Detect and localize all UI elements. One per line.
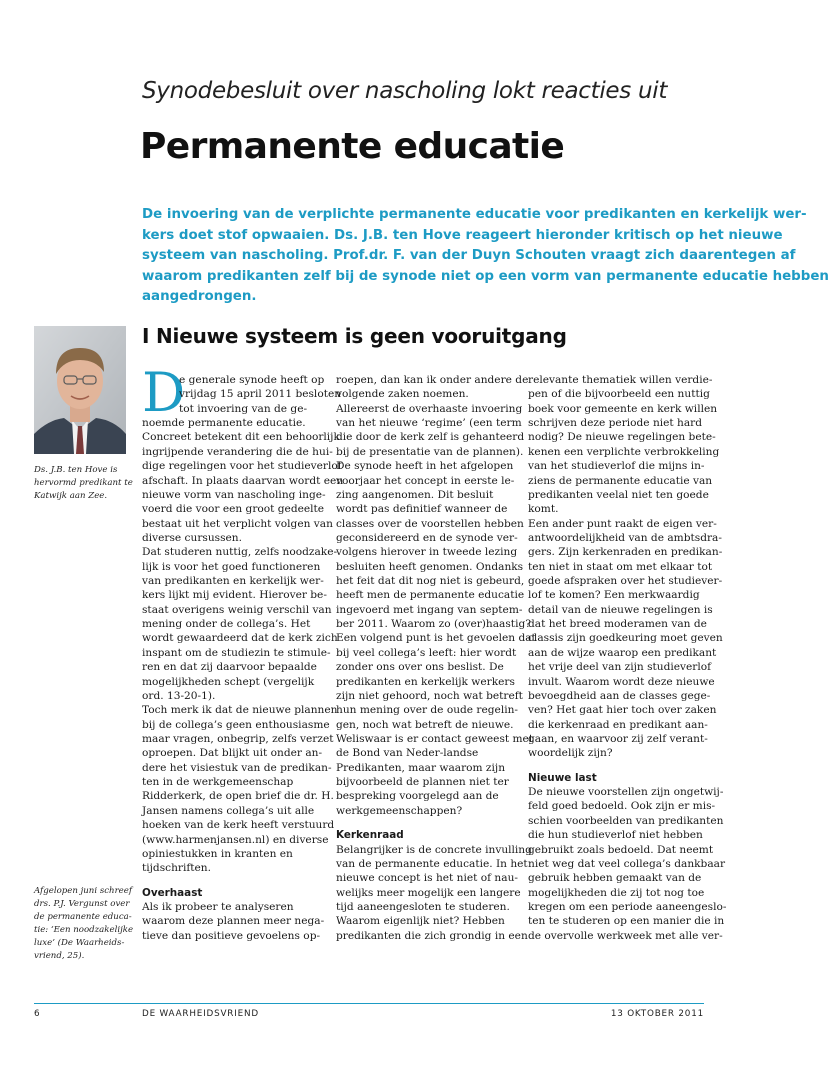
text-line: wordt pas definitief wanneer de <box>336 503 508 516</box>
text-line: dat het breed moderamen van de <box>528 618 707 631</box>
text-line: noemde permanente educatie. <box>142 417 306 430</box>
text-line: van het studieverlof die mijns in- <box>528 460 705 473</box>
text-line: Predikanten, maar waarom zijn <box>336 761 506 774</box>
text-line: aan de wijze waarop een predikant <box>528 646 717 659</box>
text-line: niet weg dat veel collega’s dankbaar <box>528 857 726 870</box>
intro-paragraph <box>142 205 829 308</box>
text-line: zonder ons over ons beslist. De <box>336 661 504 674</box>
text-line: goede afspraken over het studiever- <box>528 575 723 588</box>
text-line: voerd die voor een groot gedeelte <box>142 503 325 516</box>
text-line: tie: ‘Een noodzakelijke <box>34 925 134 935</box>
text-line: Een volgend punt is het gevoelen dat <box>336 632 536 645</box>
text-line: systeem van nascholing. Prof.dr. F. van der Duyn Schouten vraagt zich daarentegen af <box>142 248 796 263</box>
text-line: vriend, 25). <box>34 951 85 961</box>
text-line: Katwijk aan Zee. <box>34 491 108 501</box>
drop-cap: D <box>142 361 186 424</box>
text-line: ingevoerd met ingang van septem- <box>336 603 523 616</box>
article-column-2 <box>336 373 536 943</box>
text-line: de permanente educa- <box>34 912 132 922</box>
text-line: afschaft. In plaats daarvan wordt een <box>142 474 344 487</box>
text-line: De nieuwe voorstellen zijn ongetwij- <box>528 786 724 799</box>
subheading: Overhaast <box>142 886 203 899</box>
page-number: 6 <box>34 1009 41 1019</box>
text-line: feld goed bedoeld. Ook zijn er mis- <box>528 800 716 813</box>
text-line: ven? Het gaat hier toch over zaken <box>528 704 717 717</box>
text-line: nodig? De nieuwe regelingen bete- <box>528 431 716 444</box>
text-line: bestaat uit het verplicht volgen van <box>142 517 333 530</box>
text-line: staat overigens weinig verschil van <box>142 603 332 616</box>
text-line: dige regelingen voor het studieverlof <box>142 460 342 473</box>
text-line: tijd aaneengesloten te studeren. <box>336 900 510 913</box>
text-line: bijvoorbeeld de plannen niet ter <box>336 776 509 789</box>
text-line: roepen, dan kan ik onder andere de <box>336 374 529 386</box>
text-line: diverse cursussen. <box>142 531 242 544</box>
text-line: oproepen. Dat blijkt uit onder an- <box>142 747 323 760</box>
text-line: mogelijkheden schept (vergelijk <box>142 675 315 688</box>
side-note <box>34 885 134 963</box>
text-line: hervormd predikant te <box>34 478 133 488</box>
text-line: het vrije deel van zijn studieverlof <box>528 661 712 674</box>
text-line: ingrijpende verandering die de hui- <box>142 445 333 458</box>
text-line: heeft men de permanente educatie <box>336 589 525 602</box>
text-line: geconsidereerd en de synode ver- <box>336 531 518 544</box>
text-line: ten in de werkgemeenschap <box>142 776 294 789</box>
text-line: het feit dat dit nog niet is gebeurd, <box>336 575 525 588</box>
text-line: invult. Waarom wordt deze nieuwe <box>528 675 715 688</box>
text-line: (www.harmenjansen.nl) en diverse <box>142 833 329 846</box>
paragraph-gap <box>336 818 518 828</box>
section-title: I Nieuwe systeem is geen vooruitgang <box>142 324 567 348</box>
text-line: ten niet in staat om met elkaar tot <box>528 560 713 573</box>
text-line: Weliswaar is er contact geweest met <box>336 732 534 745</box>
paragraph-gap <box>528 761 710 771</box>
text-line: gers. Zijn kerkenraden en predikan- <box>528 546 723 559</box>
text-line: relevante thematiek willen verdie- <box>528 374 713 386</box>
text-line: kenen een verplichte verbrokkeling <box>528 445 720 458</box>
text-line: Als ik probeer te analyseren <box>142 900 294 913</box>
text-line: die kerkenraad en predikant aan- <box>528 718 708 731</box>
text-line: ber 2011. Waarom zo (over)haastig? <box>336 618 531 631</box>
text-line: schien voorbeelden van predikanten <box>528 814 724 827</box>
text-line: welijks meer mogelijk een langere <box>336 886 521 899</box>
text-line: nieuwe concept is het niet of nau- <box>336 872 518 885</box>
text-line: de overvolle werkweek met alle ver- <box>528 929 723 942</box>
text-line: bij veel collega’s leeft: hier wordt <box>336 646 517 659</box>
text-line: volgende zaken noemen. <box>336 388 469 401</box>
text-line: detail van de nieuwe regelingen is <box>528 603 713 616</box>
text-line: die door de kerk zelf is gehanteerd <box>336 431 525 444</box>
issue-date: 13 OKTOBER 2011 <box>610 1009 704 1019</box>
text-line: predikanten en kerkelijk werkers <box>336 675 515 688</box>
text-line: schrijven deze periode niet hard <box>528 417 703 430</box>
text-line: bij de presentatie van de plannen). <box>336 445 524 458</box>
text-line: mogelijkheden die zij tot nog toe <box>528 886 705 899</box>
text-line: nieuwe vorm van nascholing inge- <box>142 488 326 501</box>
text-line: waarom deze plannen meer nega- <box>142 915 325 928</box>
text-line: kers doet stof opwaaien. Ds. J.B. ten Hove reageert hieronder kritisch op het nieuwe <box>142 227 783 243</box>
text-line: Ridderkerk, de open brief die dr. H. <box>142 790 334 803</box>
text-line: bespreking voorgelegd aan de <box>336 790 499 803</box>
portrait-photo <box>34 326 126 454</box>
text-line: Allereerst de overhaaste invoering <box>336 402 523 415</box>
text-line: classes over de voorstellen hebben <box>336 517 524 530</box>
text-line: kers lijkt mij evident. Hierover be- <box>142 589 327 602</box>
article-title: Permanente educatie <box>140 126 565 167</box>
text-line: voorjaar het concept in eerste le- <box>336 474 515 487</box>
text-line: e generale synode heeft op <box>179 374 325 386</box>
text-line: bevoegdheid aan de classes gege- <box>528 689 711 702</box>
text-line: opiniestukken in kranten en <box>142 847 293 860</box>
subheading: Kerkenraad <box>336 829 404 842</box>
text-line: Waarom eigenlijk niet? Hebben <box>336 915 505 928</box>
portrait-illustration <box>34 326 126 454</box>
text-line: ziens de permanente educatie van <box>528 474 713 487</box>
text-line: hoeken van de kerk heeft verstuurd <box>142 819 335 832</box>
text-line: wordt gewaardeerd dat de kerk zich <box>142 632 338 645</box>
text-line: Dat studeren nuttig, zelfs noodzake- <box>142 546 338 559</box>
text-line: Jansen namens collega’s uit alle <box>142 804 315 817</box>
text-line: De invoering van de verplichte permanente educatie voor predikanten en kerkelijk wer- <box>142 207 807 222</box>
text-line: hun mening over de oude regelin- <box>336 704 518 717</box>
text-line: drs. P.J. Vergunst over <box>34 899 130 909</box>
text-line: classis zijn goedkeuring moet geven <box>528 632 723 645</box>
text-line: De synode heeft in het afgelopen <box>336 460 514 473</box>
footer-rule <box>34 1003 704 1004</box>
text-line: ord. 13-20-1). <box>142 689 216 702</box>
publication-name: DE WAARHEIDSVRIEND <box>142 1009 259 1019</box>
text-line: gaan, en waarvoor zij zelf verant- <box>528 732 708 745</box>
text-line: pen of die bijvoorbeeld een nuttig <box>528 388 710 401</box>
text-line: woordelijk zijn? <box>528 747 613 760</box>
text-line: ten te studeren op een manier die in <box>528 915 725 928</box>
text-line: komt. <box>528 503 559 516</box>
text-line: gebruik hebben gemaakt van de <box>528 872 702 885</box>
text-line: boek voor gemeente en kerk willen <box>528 402 718 415</box>
text-line: zing aangenomen. Dit besluit <box>336 488 494 501</box>
text-line: inspant om de studiezin te stimule- <box>142 646 331 659</box>
text-line: tieve dan positieve gevoelens op- <box>142 929 321 942</box>
text-line: zijn niet gehoord, noch wat betreft <box>336 689 523 702</box>
text-line: vrijdag 15 april 2011 besloten <box>179 388 342 401</box>
text-line: kregen om een periode aaneengeslo- <box>528 900 727 913</box>
text-line: mening onder de collega’s. Het <box>142 618 311 631</box>
text-line: tijdschriften. <box>142 862 211 875</box>
text-line: gen, noch wat betreft de nieuwe. <box>336 718 514 731</box>
text-line: van predikanten en kerkelijk wer- <box>142 575 324 588</box>
paragraph-gap <box>142 876 324 886</box>
text-line: Belangrijker is de concrete invulling <box>336 843 532 856</box>
photo-caption <box>34 464 134 503</box>
article-subtitle: Synodebesluit over nascholing lokt reacties uit <box>142 78 668 104</box>
subheading: Nieuwe last <box>528 771 597 784</box>
text-line: gebruikt zoals bedoeld. Dat neemt <box>528 843 714 856</box>
text-line: aangedrongen. <box>142 289 257 304</box>
text-line: Ds. J.B. ten Hove is <box>34 465 118 475</box>
text-line: predikanten veelal niet ten goede <box>528 488 709 501</box>
text-line: luxe’ (De Waarheids- <box>34 938 125 948</box>
article-column-3 <box>528 373 727 943</box>
text-line: Toch merk ik dat de nieuwe plannen <box>142 704 338 717</box>
text-line: waarom predikanten zelf bij de synode niet op een vorm van permanente educatie hebben <box>142 268 829 284</box>
text-line: de Bond van Neder-landse <box>336 747 479 760</box>
text-line: dere het visiestuk van de predikan- <box>142 761 332 774</box>
text-line: tot invoering van de ge- <box>179 402 308 415</box>
text-line: Concreet betekent dit een behoorlijk <box>142 431 340 444</box>
text-line: lof te komen? Een merkwaardig <box>528 589 700 602</box>
text-line: antwoordelijkheid van de ambtsdra- <box>528 531 722 544</box>
text-line: predikanten die zich grondig in een <box>336 929 528 942</box>
text-line: Een ander punt raakt de eigen ver- <box>528 517 717 530</box>
text-line: bij de collega’s geen enthousiasme <box>142 718 330 731</box>
text-line: van het nieuwe ‘regime’ (een term <box>336 417 522 430</box>
text-line: werkgemeenschappen? <box>336 804 463 817</box>
text-line: lijk is voor het goed functioneren <box>142 560 321 573</box>
text-line: maar vragen, onbegrip, zelfs verzet <box>142 732 334 745</box>
text-line: besluiten heeft genomen. Ondanks <box>336 560 524 573</box>
text-line: die hun studieverlof niet hebben <box>528 829 703 842</box>
article-column-1 <box>142 373 344 943</box>
text-line: Afgelopen juni schreef <box>34 886 133 896</box>
text-line: volgens hierover in tweede lezing <box>336 546 518 559</box>
text-line: ren en dat zij daarvoor bepaalde <box>142 661 317 674</box>
text-line: van de permanente educatie. In het <box>336 857 528 870</box>
